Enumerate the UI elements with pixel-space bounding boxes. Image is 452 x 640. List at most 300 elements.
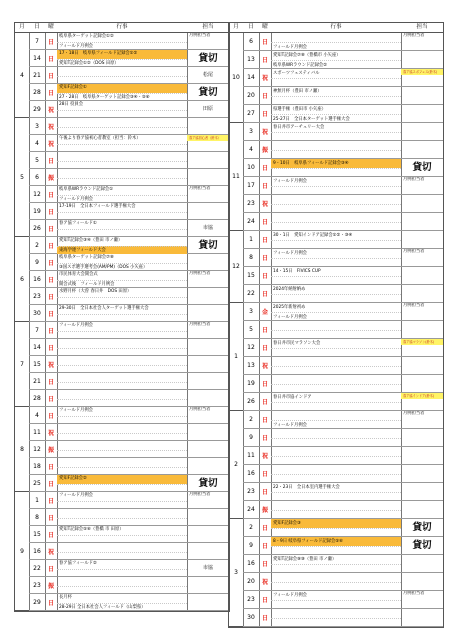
month-cell: 9 <box>15 492 29 611</box>
event-line <box>57 586 187 595</box>
weekday-label: 日 <box>261 165 268 172</box>
event-line <box>57 441 187 450</box>
week-row <box>29 271 229 288</box>
event-line <box>57 373 187 382</box>
event-line: 27・28日 岐阜県ターゲット記録会③④・⑤⑥ <box>57 93 187 102</box>
weekday-label: 日 <box>47 259 54 267</box>
week-row <box>243 195 443 213</box>
event-line <box>57 433 187 442</box>
day-number: 22 <box>33 564 41 572</box>
weekday-label: 日 <box>47 191 54 199</box>
weekday-label: 日 <box>261 291 268 298</box>
event-line <box>271 501 401 510</box>
staff-note: 月例担当者 <box>403 249 425 254</box>
day-number: 13 <box>247 56 255 63</box>
week-row <box>243 573 443 591</box>
weekday-label: 日 <box>47 55 54 63</box>
day-number: 8 <box>249 254 253 261</box>
event-line: 東海学連フィールド大会 <box>57 246 187 255</box>
event-line <box>271 168 401 177</box>
week-row <box>243 537 443 555</box>
event-line <box>271 357 401 366</box>
weekday-label: 日 <box>261 345 268 352</box>
week-row <box>29 50 229 67</box>
reserved-label: 貸切 <box>412 162 432 173</box>
day-number: 26 <box>247 398 255 405</box>
header-month: 月 <box>233 24 239 30</box>
event-line: フィールド月例会 <box>273 179 307 184</box>
week-row <box>29 186 229 203</box>
weekday-label: 日 <box>261 327 268 334</box>
week-row <box>29 67 229 84</box>
weekday-label: 祝 <box>261 201 268 208</box>
event-line: 14・15日 FIVICS CUP <box>273 269 321 274</box>
table-body <box>229 33 443 627</box>
header-staff: 担当 <box>202 24 214 30</box>
month-cell: 12 <box>229 231 243 303</box>
day-number: 2 <box>249 416 253 423</box>
week-row <box>243 357 443 375</box>
day-number: 4 <box>249 146 253 153</box>
event-line: フィールド月例会 <box>59 408 93 413</box>
weekday-label: 日 <box>47 293 54 301</box>
week-row <box>243 231 443 249</box>
event-line <box>271 510 401 519</box>
table-header <box>15 23 229 33</box>
event-line <box>57 212 187 221</box>
day-number: 11 <box>33 428 41 436</box>
week-row <box>243 519 443 537</box>
day-number: 7 <box>35 326 39 334</box>
day-number: 16 <box>247 470 255 477</box>
day-number: 1 <box>35 496 39 504</box>
event-line <box>57 390 187 399</box>
event-line <box>271 33 401 42</box>
week-row <box>29 543 229 560</box>
month-cell: 10 <box>229 33 243 123</box>
header-event: 行事 <box>116 24 128 30</box>
day-number: 6 <box>35 173 39 181</box>
header-day: 日 <box>248 24 254 30</box>
day-number: 9 <box>249 542 253 549</box>
event-line: フィールド月例会 <box>271 42 401 51</box>
weekday-label: 祝 <box>47 548 54 556</box>
event-line: 神無月杯（豊田 市ノ瀬） <box>273 89 322 94</box>
reserved-label: 貸切 <box>198 86 218 98</box>
header-weekday: 曜 <box>48 24 54 30</box>
event-line: 愛知T記録会⑦⑧（豊橋市 小矢座） <box>273 53 341 58</box>
week-row <box>243 501 443 519</box>
day-number: 23 <box>33 292 41 300</box>
event-line <box>271 294 401 303</box>
month-cell: 11 <box>229 123 243 231</box>
week-row <box>29 475 229 492</box>
weekday-label: 日 <box>47 242 54 250</box>
event-line <box>271 78 401 87</box>
day-number: 2 <box>249 524 253 531</box>
staff-note: 月例担当者 <box>403 177 425 182</box>
weekday-label: 日 <box>47 378 54 386</box>
month-cell: 5 <box>15 118 29 237</box>
event-line <box>271 609 401 618</box>
event-line: フィールド月例会 <box>57 42 187 51</box>
week-row <box>243 105 443 123</box>
weekday-label: 日 <box>47 72 54 80</box>
week-row <box>243 591 443 609</box>
weekday-label: 日 <box>47 344 54 352</box>
staff-note: 月例担当者 <box>189 492 211 497</box>
month-cell: 2 <box>229 411 243 519</box>
day-number: 29 <box>33 598 41 606</box>
event-line <box>57 152 187 161</box>
day-number: 28 <box>33 88 41 96</box>
weekday-label: 祝 <box>47 106 54 114</box>
event-line <box>57 144 187 153</box>
event-line: 市民体育大会開会式 <box>59 272 98 277</box>
event-line: 29-30日 全日本社会人ターゲット選手権大会 <box>59 306 149 311</box>
week-row <box>243 303 443 321</box>
day-number: 16 <box>247 560 255 567</box>
event-line: 春日井市民マラソン大会 <box>273 341 321 346</box>
weekday-label: 振 <box>261 507 268 514</box>
day-number: 5 <box>35 156 39 164</box>
event-line: 愛知F記録会① <box>57 84 187 93</box>
reserved-label: 貸切 <box>198 52 218 64</box>
event-line: 30・1日 愛知インドア記録会①②・③④ <box>273 233 353 238</box>
week-row <box>29 594 229 611</box>
event-line <box>271 132 401 141</box>
event-line: フィールド月例会 <box>273 593 307 598</box>
day-number: 30 <box>33 309 41 317</box>
week-row <box>29 526 229 543</box>
event-line: フィールド月例会 <box>57 195 187 204</box>
staff-name: 市協 <box>202 565 213 571</box>
week-row <box>243 375 443 393</box>
event-line <box>271 411 401 420</box>
week-row <box>29 339 229 356</box>
event-line <box>57 297 187 306</box>
day-number: 29 <box>33 105 41 113</box>
event-line <box>271 330 401 339</box>
day-number: 23 <box>33 581 41 589</box>
day-number: 10 <box>247 164 255 171</box>
event-line <box>271 240 401 249</box>
event-line <box>57 331 187 340</box>
weekday-label: 日 <box>47 395 54 403</box>
weekday-label: 日 <box>261 543 268 550</box>
staff-note: 春ア協インドア(鈴木) <box>401 393 443 399</box>
event-line: 25-27日 全日本ターゲット選手権大会 <box>271 114 401 123</box>
weekday-label: 日 <box>261 57 268 64</box>
day-number: 4 <box>35 139 39 147</box>
day-number: 27 <box>247 110 255 117</box>
weekday-label: 振 <box>47 446 54 454</box>
day-number: 13 <box>247 362 255 369</box>
header-event: 行事 <box>330 24 342 30</box>
weekday-label: 日 <box>47 310 54 318</box>
event-line <box>271 348 401 357</box>
event-line <box>271 258 401 267</box>
event-line: 愛知T記録会⑤⑥（豊橋 市 田原） <box>59 527 124 532</box>
week-row <box>29 220 229 237</box>
event-line <box>271 96 401 105</box>
schedule-table-left <box>14 22 230 612</box>
weekday-label: 日 <box>261 561 268 568</box>
event-line <box>57 348 187 357</box>
week-row <box>243 393 443 411</box>
month-cell: 7 <box>15 322 29 407</box>
week-row <box>243 51 443 69</box>
event-line: 愛知T記録会③④（豊田 市ノ瀬） <box>59 238 123 243</box>
month-cell: 1 <box>229 303 243 411</box>
week-row <box>29 390 229 407</box>
reserved-label: 貸切 <box>198 477 218 489</box>
weekday-label: 振 <box>47 582 54 590</box>
day-number: 25 <box>33 479 41 487</box>
event-line: 愛知T記録会⑨⑩（豊田 市ノ瀬） <box>273 557 337 562</box>
day-number: 3 <box>35 122 39 130</box>
week-row <box>29 237 229 254</box>
event-line: 午後より春ア協初心者教室（担当：鈴木） <box>59 136 141 141</box>
weekday-label: 日 <box>261 597 268 604</box>
week-row <box>29 135 229 152</box>
header-staff: 担当 <box>416 24 428 30</box>
event-line <box>271 366 401 375</box>
header-day: 日 <box>34 24 40 30</box>
week-row <box>243 69 443 87</box>
weekday-label: 日 <box>47 565 54 573</box>
day-number: 3 <box>249 308 253 315</box>
day-number: 1 <box>249 236 253 243</box>
event-line <box>57 169 187 178</box>
event-line <box>57 484 187 493</box>
event-line <box>271 150 401 159</box>
staff-note: 月例担当者 <box>403 591 425 596</box>
weekday-label: 金 <box>261 309 268 316</box>
event-line <box>57 161 187 170</box>
event-line <box>57 467 187 476</box>
day-number: 14 <box>33 54 41 62</box>
event-line <box>57 356 187 365</box>
day-number: 15 <box>33 530 41 538</box>
week-row <box>29 305 229 322</box>
event-line <box>271 429 401 438</box>
event-line <box>57 339 187 348</box>
weekday-label: 祝 <box>261 453 268 460</box>
staff-note: 月例担当者 <box>403 303 425 308</box>
event-line: 愛知T記録会①②（DOS 田原） <box>57 59 187 68</box>
event-line <box>57 229 187 238</box>
weekday-label: 日 <box>261 219 268 226</box>
reserved-label: 貸切 <box>412 540 432 551</box>
event-line: 17・18日 岐阜県フィールド記録会①② <box>57 50 187 59</box>
event-line: 17-19日 全日本フィールド選手権大会 <box>59 204 136 209</box>
weekday-label: 振 <box>261 147 268 154</box>
day-number: 3 <box>249 128 253 135</box>
week-row <box>243 141 443 159</box>
day-number: 9 <box>249 434 253 441</box>
week-row <box>243 285 443 303</box>
day-number: 23 <box>247 488 255 495</box>
month-cell: 4 <box>15 33 29 118</box>
day-number: 23 <box>247 596 255 603</box>
week-row <box>29 152 229 169</box>
day-number: 4 <box>35 411 39 419</box>
event-line: 県選手権（豊田市 小矢座） <box>273 107 326 112</box>
event-line: ③国スポ選手選考会(AM/PM)（DOS 小矢座） <box>57 263 187 272</box>
event-line: 28-29日 全日本社会人フィールド（山梨県） <box>57 603 187 612</box>
week-row <box>243 249 443 267</box>
event-line <box>57 365 187 374</box>
event-line <box>57 314 187 323</box>
week-row <box>29 118 229 135</box>
weekday-label: 祝 <box>47 361 54 369</box>
day-number: 16 <box>33 275 41 283</box>
weekday-label: 日 <box>261 381 268 388</box>
event-line <box>271 474 401 483</box>
day-number: 12 <box>247 344 255 351</box>
weekday-label: 日 <box>47 208 54 216</box>
week-row <box>243 267 443 285</box>
month-cell: 8 <box>15 407 29 492</box>
weekday-label: 日 <box>47 412 54 420</box>
day-number: 19 <box>33 207 41 215</box>
weekday-label: 日 <box>261 615 268 622</box>
day-number: 30 <box>247 614 255 621</box>
event-line: 春ア協フィールド② <box>59 561 97 566</box>
weekday-label: 日 <box>47 497 54 505</box>
day-number: 5 <box>249 326 253 333</box>
staff-name: 田原 <box>202 106 213 112</box>
event-line: 岐阜県WRラウンド記録会① <box>59 187 114 192</box>
day-number: 14 <box>247 74 255 81</box>
event-line <box>57 382 187 391</box>
staff-note: 月例担当者 <box>403 33 425 38</box>
day-number: 19 <box>247 380 255 387</box>
reserved-label: 貸切 <box>412 522 432 533</box>
day-number: 24 <box>247 506 255 513</box>
week-row <box>243 483 443 501</box>
reserved-label: 貸切 <box>198 239 218 251</box>
event-line <box>57 110 187 119</box>
event-line: 岐阜県ターゲット記録会①② <box>59 34 114 39</box>
event-line: フィールド月例会 <box>59 493 93 498</box>
staff-note: 月例担当者 <box>189 186 211 191</box>
weekday-label: 日 <box>47 531 54 539</box>
staff-note: 春ア協初心者（鈴木） <box>187 135 229 141</box>
day-number: 11 <box>247 452 255 459</box>
week-row <box>243 609 443 627</box>
weekday-label: 日 <box>47 599 54 607</box>
day-number: 18 <box>33 462 41 470</box>
week-row <box>243 87 443 105</box>
weekday-label: 日 <box>47 157 54 165</box>
event-line: 開会式後 フィールド月例会 <box>57 280 187 289</box>
event-line: 2025年新射初め <box>273 305 306 310</box>
event-line: 春日井市協インドア <box>273 395 312 400</box>
day-number: 17 <box>247 182 255 189</box>
day-number: 9 <box>35 258 39 266</box>
week-row <box>29 373 229 390</box>
event-line <box>271 222 401 231</box>
event-line <box>57 416 187 425</box>
day-number: 21 <box>33 71 41 79</box>
event-line <box>271 438 401 447</box>
event-line <box>271 321 401 330</box>
event-line <box>57 127 187 136</box>
week-row <box>243 555 443 573</box>
event-line: 22・23日 全日本室内選手権大会 <box>273 485 340 490</box>
event-line: 愛知F記録会③ <box>271 519 401 528</box>
event-line: フィールド月例会 <box>273 251 307 256</box>
event-line <box>57 399 187 408</box>
header-month: 月 <box>19 24 25 30</box>
event-line: フィールド月例会 <box>271 312 401 321</box>
event-line <box>57 543 187 552</box>
event-line <box>271 213 401 222</box>
day-number: 14 <box>33 343 41 351</box>
weekday-label: 日 <box>261 255 268 262</box>
weekday-label: 日 <box>261 183 268 190</box>
staff-note: 月例担当者 <box>189 33 211 38</box>
schedule-table-right <box>228 22 444 628</box>
event-line <box>57 76 187 85</box>
event-line <box>271 528 401 537</box>
weekday-label: 日 <box>261 417 268 424</box>
header-weekday: 曜 <box>262 24 268 30</box>
week-row <box>243 447 443 465</box>
week-row <box>29 169 229 186</box>
staff-name: 松尾 <box>202 72 213 78</box>
event-line: 8・9日 岐阜県フィールド記録会⑤⑥ <box>271 537 401 546</box>
event-line <box>271 564 401 573</box>
week-row <box>243 159 443 177</box>
event-line: 水野月杯（大曽 春日井 DOS 田原） <box>59 289 132 294</box>
week-row <box>243 465 443 483</box>
event-line <box>57 450 187 459</box>
staff-note: 月例担当者 <box>189 407 211 412</box>
week-row <box>29 322 229 339</box>
weekday-label: 日 <box>261 489 268 496</box>
weekday-label: 日 <box>47 463 54 471</box>
event-line: フィールド月例会 <box>271 420 401 429</box>
week-row <box>29 203 229 220</box>
week-row <box>29 441 229 458</box>
event-line <box>271 456 401 465</box>
weekday-label: 日 <box>261 237 268 244</box>
table-header <box>229 23 443 33</box>
weekday-label: 祝 <box>47 140 54 148</box>
weekday-label: 日 <box>261 273 268 280</box>
week-row <box>243 33 443 51</box>
event-line <box>57 178 187 187</box>
weekday-label: 振 <box>47 174 54 182</box>
event-line <box>57 424 187 433</box>
day-number: 28 <box>33 394 41 402</box>
event-line <box>57 458 187 467</box>
event-line <box>57 535 187 544</box>
weekday-label: 日 <box>261 39 268 46</box>
weekday-label: 祝 <box>261 363 268 370</box>
day-number: 20 <box>247 578 255 585</box>
weekday-label: 日 <box>47 38 54 46</box>
event-line: スポーツフェスティバル <box>273 71 320 76</box>
weekday-label: 日 <box>47 276 54 284</box>
weekday-label: 日 <box>47 480 54 488</box>
event-line: 岐阜県ターゲット記録会⑦⑧ <box>59 255 114 260</box>
weekday-label: 日 <box>47 514 54 522</box>
weekday-label: 祝 <box>261 75 268 82</box>
